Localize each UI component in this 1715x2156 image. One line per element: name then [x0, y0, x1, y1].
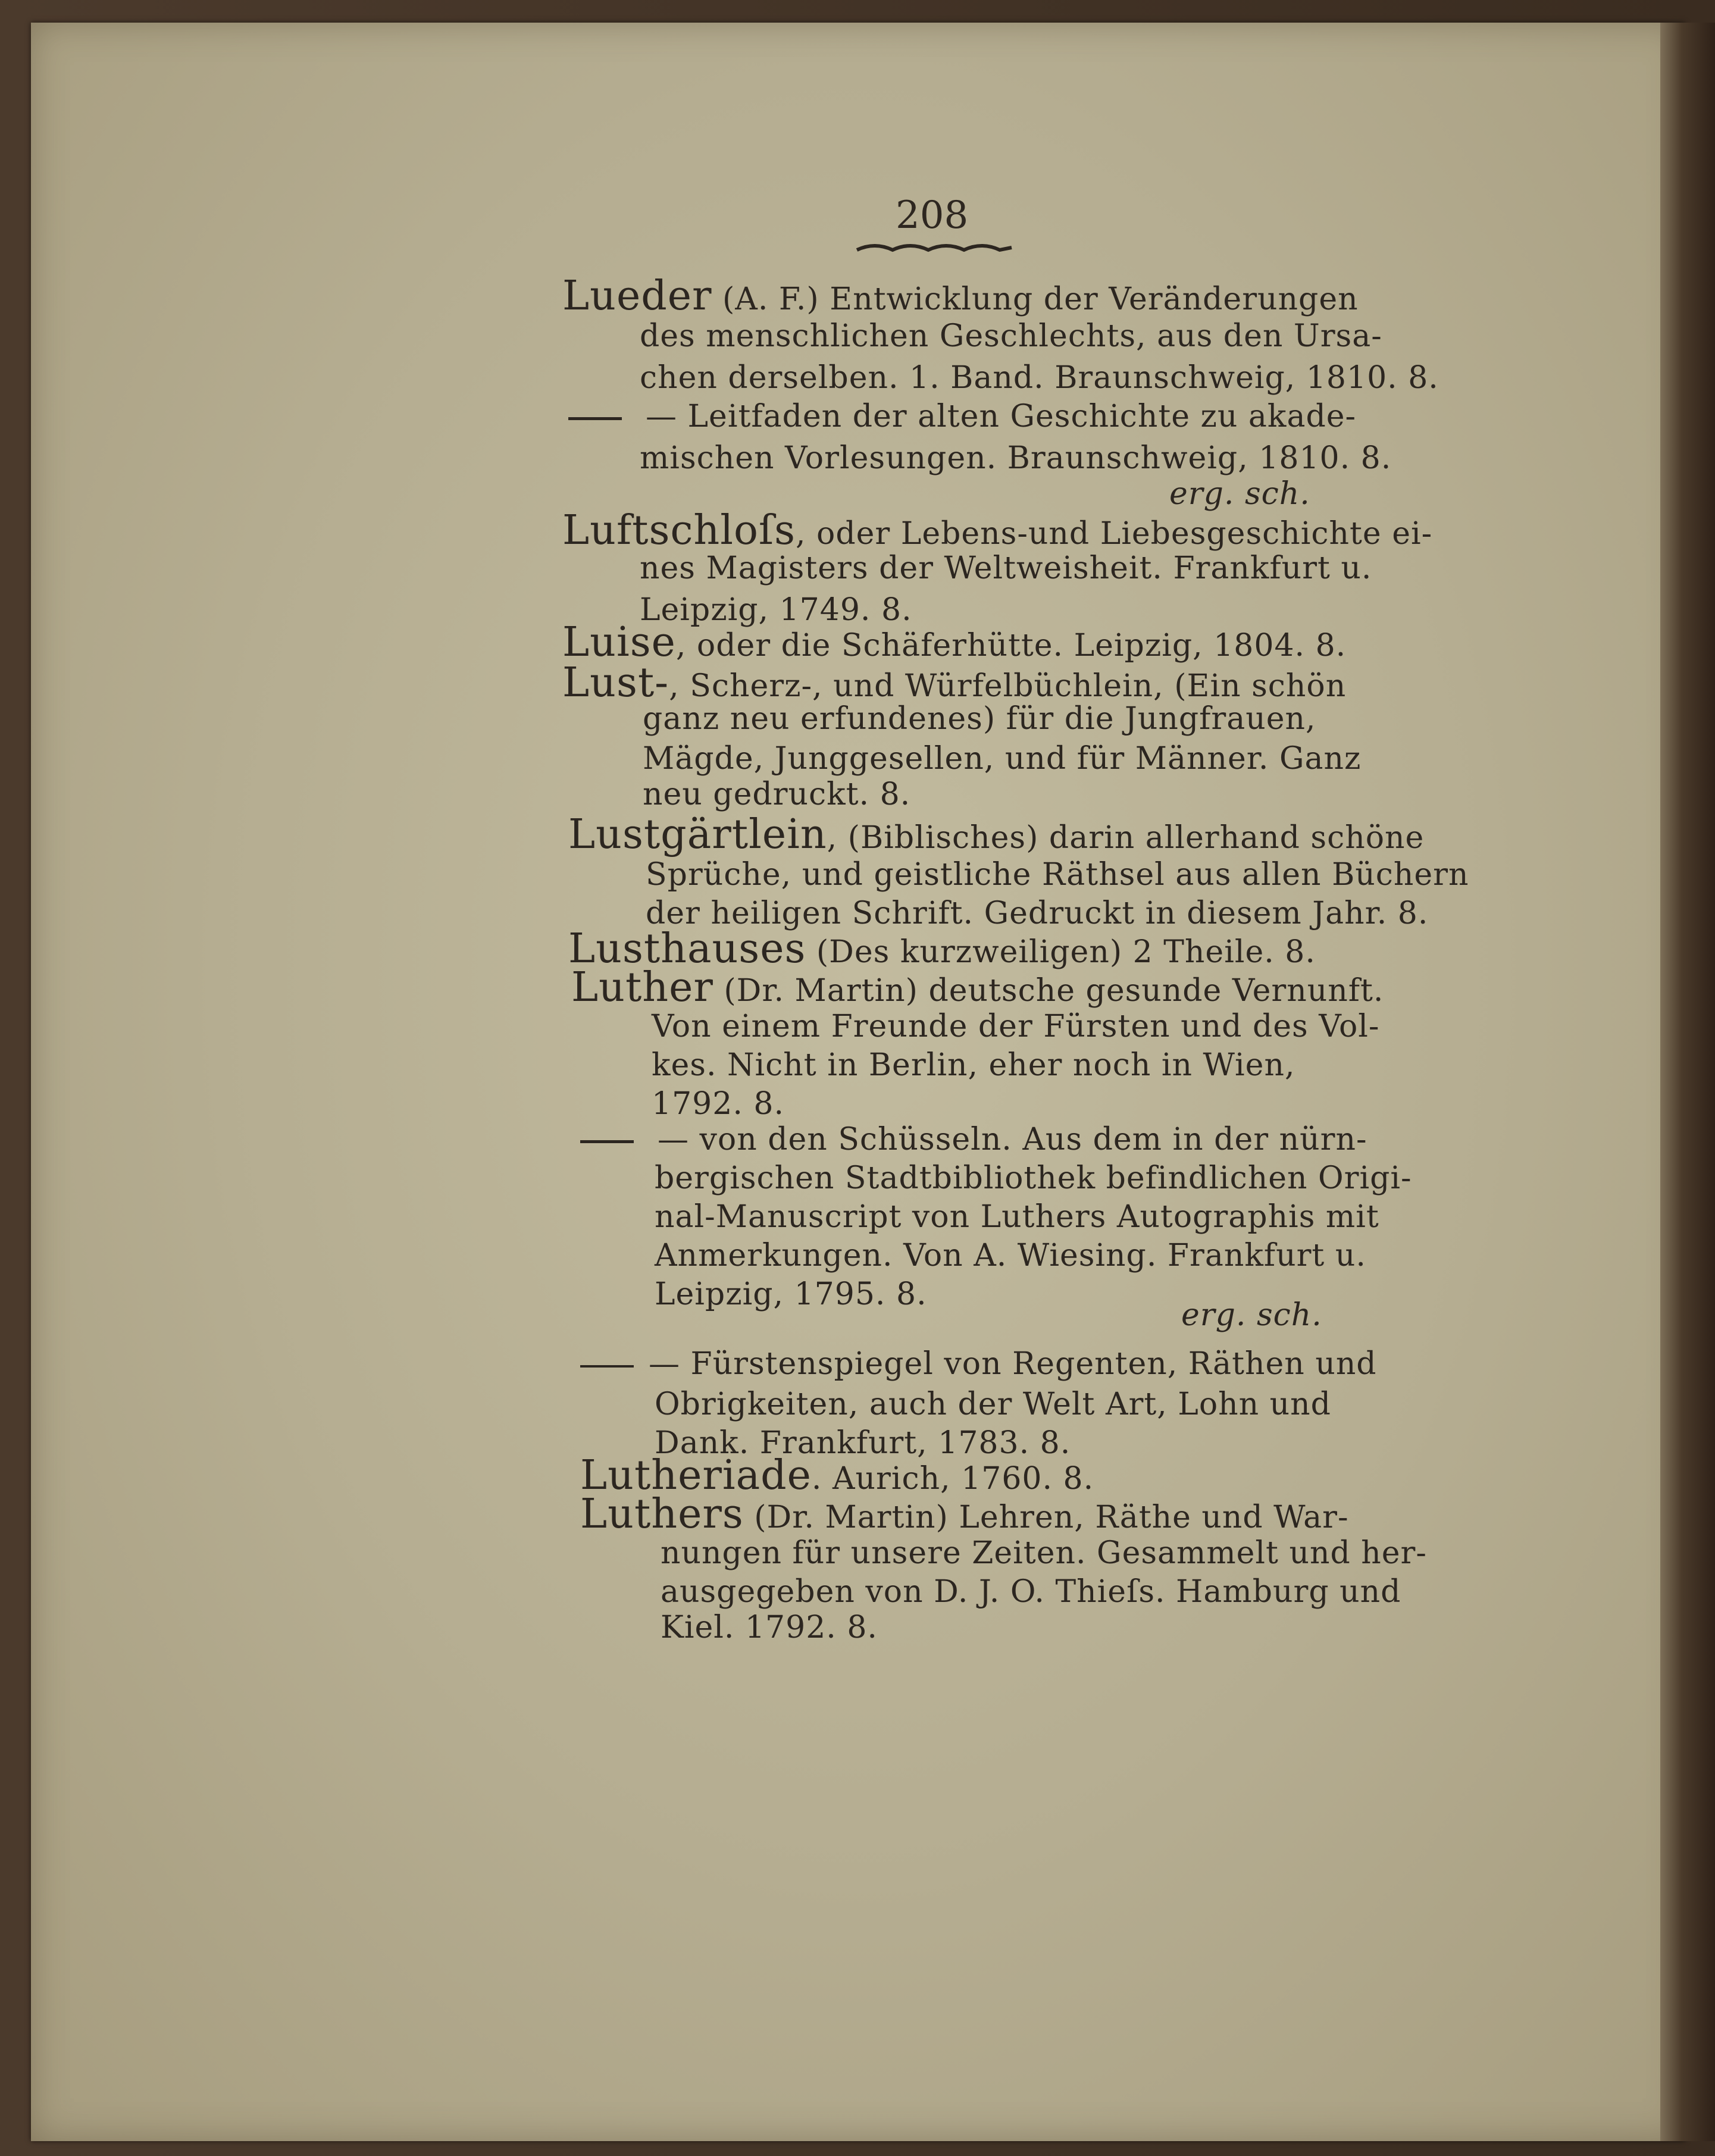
entry-line: ganz neu erfundenes) für die Jungfrauen,: [643, 701, 1316, 737]
entry-line: Mägde, Junggesellen, und für Männer. Ganz: [643, 741, 1362, 777]
entry-line: nungen für unsere Zeiten. Gesammelt und her-: [661, 1535, 1427, 1571]
entry-line: des menschlichen Geschlechts, aus den Ursa-: [640, 318, 1382, 354]
entry-line: mischen Vorlesungen. Braunschweig, 1810. 8.: [640, 440, 1392, 476]
entry-line: [580, 1122, 1367, 1157]
entry-line: [562, 507, 1432, 554]
entry-lemma: Luise: [562, 619, 676, 666]
entry-text: — Fürstenspiegel von Regenten, Räthen und: [649, 1346, 1377, 1382]
entry-text: — von den Schüsseln. Aus dem in der nürn-: [658, 1122, 1367, 1157]
entry-text: (A. F.) Entwicklung der Veränderungen: [712, 281, 1359, 317]
entry-line: nal-Manuscript von Luthers Autographis mit: [655, 1199, 1379, 1235]
entry-line: neu gedruckt. 8.: [643, 777, 911, 812]
entry-lemma: Lueder: [562, 273, 712, 320]
entry-line: [571, 964, 1384, 1011]
entry-line: chen derselben. 1. Band. Braunschweig, 1810. 8.: [640, 360, 1439, 396]
entry-line: der heiligen Schrift. Gedruckt in diesem Jahr. 8.: [646, 896, 1429, 931]
entry-line: Anmerkungen. Von A. Wiesing. Frankfurt u.: [655, 1238, 1366, 1273]
repeat-dash: [568, 417, 622, 420]
entry-note: erg. sch.: [1181, 1297, 1322, 1333]
entry-line: ausgegeben von D. J. O. Thieſs. Hamburg und: [661, 1574, 1401, 1610]
entry-line: Von einem Freunde der Fürsten und des Vol-: [652, 1009, 1380, 1044]
entry-line: kes. Nicht in Berlin, eher noch in Wien,: [652, 1047, 1295, 1083]
ornament-divider: [854, 237, 1015, 258]
entry-note: erg. sch.: [1169, 476, 1310, 512]
entry-line: [562, 273, 1359, 320]
entry-text: . Aurich, 1760. 8.: [811, 1461, 1094, 1497]
entry-lemma: Lusthauses: [568, 925, 806, 972]
entry-line: nes Magisters der Weltweisheit. Frankfurt u.: [640, 550, 1372, 586]
entry-text: — Leitfaden der alten Geschichte zu akade-: [646, 399, 1357, 434]
repeat-dash: [580, 1140, 634, 1143]
entry-line: Kiel. 1792. 8.: [661, 1610, 878, 1645]
entry-line: 1792. 8.: [652, 1086, 785, 1122]
entry-text: , Scherz-, und Würfelbüchlein, (Ein schön: [669, 668, 1347, 704]
entry-text: , oder die Schäferhütte. Leipzig, 1804. 8.: [675, 628, 1347, 664]
entry-line: Obrigkeiten, auch der Welt Art, Lohn und: [655, 1387, 1331, 1422]
entry-line: [580, 1346, 1377, 1382]
entry-line: Dank. Frankfurt, 1783. 8.: [655, 1425, 1071, 1461]
entry-line: [568, 811, 1424, 858]
entry-line: Sprüche, und geistliche Räthsel aus allen Büchern: [646, 857, 1469, 893]
entry-text: (Dr. Martin) deutsche gesunde Vernunft.: [713, 973, 1384, 1009]
entry-text: (Des kurzweiligen) 2 Theile. 8.: [806, 934, 1316, 970]
entry-lemma: Luftschloſs: [562, 507, 796, 554]
repeat-dash: [580, 1365, 634, 1368]
entry-text: , oder Lebens-und Liebesgeschichte ei-: [795, 516, 1433, 552]
entry-line: [568, 399, 1356, 434]
entry-lemma: Lust-: [562, 659, 669, 706]
entry-line: [580, 1491, 1349, 1538]
entry-line: Leipzig, 1795. 8.: [655, 1276, 927, 1312]
entry-line: Leipzig, 1749. 8.: [640, 592, 912, 628]
page-number: 208: [896, 193, 969, 237]
entry-lemma: Luther: [571, 964, 713, 1011]
book-gutter: [1660, 23, 1715, 2141]
entry-line: bergischen Stadtbibliothek befindlichen Origi-: [655, 1160, 1412, 1196]
entry-text: , (Biblisches) darin allerhand schöne: [827, 820, 1425, 856]
entry-line: [562, 659, 1346, 706]
entry-lemma: Lustgärtlein: [568, 811, 827, 858]
entry-lemma: Lutheriade: [580, 1452, 812, 1499]
entry-lemma: Luthers: [580, 1491, 744, 1538]
entry-text: (Dr. Martin) Lehren, Räthe und War-: [743, 1500, 1349, 1535]
